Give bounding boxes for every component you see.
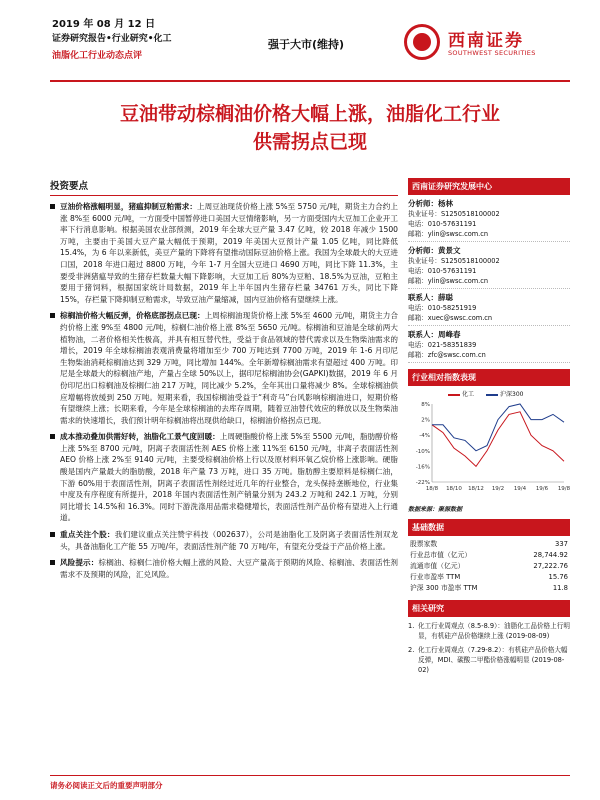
report-date: 2019 年 08 月 12 日 xyxy=(52,19,156,30)
contact-card xyxy=(408,326,570,363)
chart-source: 数据来源：聚源数据 xyxy=(408,506,463,513)
footer-disclaimer: 请务必阅读正文后的重要声明部分 xyxy=(50,781,163,790)
contact-role: 分析师：杨林 xyxy=(408,199,453,208)
industry-rating: 强于大市(维持) xyxy=(268,38,345,51)
contact-email[interactable]: 邮箱：xuec@swsc.com.cn xyxy=(408,314,493,322)
row-value: 11.8 xyxy=(552,584,568,592)
x-tick-label: 19/4 xyxy=(513,486,527,492)
title-line-1: 豆油带动棕榈油价格大幅上涨，油脂化工行业 xyxy=(119,103,500,125)
x-tick-label: 18/12 xyxy=(468,486,484,492)
logo-emblem-icon xyxy=(404,24,440,60)
related-research-heading: 相关研究 xyxy=(408,600,570,617)
row-value: 15.76 xyxy=(548,573,568,581)
brand-name-cn: 西南证券 xyxy=(448,31,524,51)
brand-logo xyxy=(404,24,574,64)
highlight-body: 上周豆油现货价格上涨 5%至 5750 元/吨，期货主力合约上涨 8%至 6000 元/吨，一方面受中国暂停进口美国大豆情绪影响，另一方面受国内大豆加工企业开工率下行消息影响。根据美国农业部预测，2019 年全球大豆产量 3.47 亿吨，较 2018 年减少 1500 万吨，主要由于美国大豆产量大幅低于预期，2019 年美国大豆预计产量 1.05 亿吨，同比降低 15.4%，为 6 年以来新低，美豆产量的下降将有望推动国际豆油价格上涨。我国为全球最大的大豆进口国，2018 年进口超过 8800 万吨，今年 1-7 月全国大豆进口 4690 万吨，同比下降 11.3%，主要受非洲猪瘟导致的生猪存栏数量大幅下降影响，大豆加工后 80%为豆粕、18.5%为豆油，豆粕主要用于猪饲料，根据国家统计局数据，2019 年上半年国内生猪存栏量 34761 万头，同比下降 15%，存栏量下降抑制豆粕需求，导致豆油产量缩减，国内豆油价格有望继续上涨。 xyxy=(60,202,398,304)
highlight-lead: 棕榈油价格大幅反弹，价格底部拐点已现： xyxy=(60,311,205,321)
table-row xyxy=(408,572,570,583)
contact-card xyxy=(408,289,570,326)
chart-heading: 行业相对指数表现 xyxy=(408,369,570,386)
header-divider xyxy=(50,80,570,82)
report-category: 油脂化工行业动态点评 xyxy=(52,51,143,61)
row-key: 流通市值（亿元） xyxy=(410,562,465,570)
basic-data-table xyxy=(408,539,570,594)
chart-legend xyxy=(408,386,570,398)
series-line xyxy=(432,404,564,451)
legend-item xyxy=(448,389,474,398)
contact-phone: 电话：021-58351839 xyxy=(408,341,477,349)
contact-role: 联系人：周峰春 xyxy=(408,330,461,339)
x-tick-label: 18/8 xyxy=(425,486,439,492)
main-column xyxy=(50,178,398,585)
highlight-body: 上周棕榈油现货价格上涨 5%至 4600 元/吨，期货主力合约价格上涨 9%至 4800 元/吨，棕榈仁油价格上涨 8%至 5650 元/吨。棕榈油和豆油是全球前两大植物油，二者价格相关性极高，并具有相互替代性，受益于食品领域的替代需求以及生物柴油需求的增长，2019 年全球棕榈油表观消费量将增加至少 700 万吨达到 7700 万吨，2019 年 1-6 月印尼生物柴油消耗棕榈油达到 329 万吨，同比增加 144%。全年新增棕榈油需求有望超过 400 万吨。印尼是全球最大的棕榈油产地，产量占全球 50%以上，据印尼棕榈油协会(GAPKI)数据，2019 年 6 月份印尼出口棕榈油及棕榈仁油 217 万吨，同比减少 5.2%，全年其出口量将减少 8%。全球棕榈油供应增幅将放缓到 250 万吨。短期来看，我国棕榈油受益于“利奇马”台风影响棕榈油进口，短期价格有望继续上涨；长期来看，今年是全球棕榈油的去库存周期，随着豆油替代效应的释放以及生物柴油需求的快速增长，我们预计明年棕榈油将出现供给缺口，棕榈油价格拐点已现。 xyxy=(60,311,398,425)
contact-email[interactable]: 邮箱：ylin@swsc.com.cn xyxy=(408,230,489,238)
related-text: 化工行业周观点（7.29-8.2）：有机硅产品价格大幅反弹，MDI、碳酸二甲酯价格涨幅明显 (2019-08-02) xyxy=(418,646,568,674)
report-type: 证券研究报告•行业研究•化工 xyxy=(52,34,172,44)
y-tick-label: 8% xyxy=(421,402,430,408)
research-team-heading: 西南证券研究发展中心 xyxy=(408,178,570,195)
related-number: 1. xyxy=(408,622,415,630)
contact-email[interactable]: 邮箱：ylin@swsc.com.cn xyxy=(408,277,489,285)
highlight-body: 棕榈油、棕榈仁油价格大幅上涨的风险、大豆产量高于预期的风险、棕榈油、表面活性剂需求不及预期的风险，汇兑风险。 xyxy=(60,558,398,579)
chart-svg xyxy=(408,398,570,498)
row-key: 沪深 300 市盈率 TTM xyxy=(410,584,478,592)
highlight-lead: 豆油价格涨幅明显，猪瘟抑制豆粕需求： xyxy=(60,202,197,211)
legend-item xyxy=(486,389,523,398)
highlight-paragraph xyxy=(50,201,398,305)
table-row xyxy=(408,550,570,561)
highlight-body: 上周硬脂酸价格上涨 5%至 5500 元/吨，脂肪醇价格上涨 5%至 8700 元/吨，阴离子表面活性剂 AES 价格上涨 11%至 6150 元/吨，非离子表面活性剂 AEO 价格上涨 2%至 9140 元/吨，主要受棕榈油价格上行以及原材料环氧乙烷价格上涨影响。硬脂酸是国内产量最大的脂肪酸，2018 年产量 73 万吨，进口 35 万吨。脂肪醇主要原料是棕榈仁油，下游 60%用于表面活性剂，阴离子表面活性剂经过近几年的行业整合，龙头保持垄断地位，行业集中度及有序程度有所提升，2018 年国内表面活性剂产销量分别为 243.2 万吨和 242.1 万吨，分别同比增长 14.5%和 16.3%。同时下游洗涤用品需求稳健增长，表面活性剂产品价格有望进入上行通道。 xyxy=(60,432,398,523)
related-item[interactable] xyxy=(408,621,570,641)
header-meta xyxy=(52,18,172,63)
row-value: 28,744.92 xyxy=(533,551,568,559)
contact-phone: 电话：010-58251919 xyxy=(408,304,477,312)
row-key: 行业总市值（亿元） xyxy=(410,551,472,559)
legend-swatch xyxy=(448,394,460,396)
row-key: 行业市盈率 TTM xyxy=(410,573,461,581)
x-tick-label: 18/10 xyxy=(446,486,462,492)
y-tick-label: -22% xyxy=(415,480,430,486)
table-row xyxy=(408,561,570,572)
related-research-list xyxy=(408,621,570,675)
table-row xyxy=(408,583,570,594)
contact-card xyxy=(408,242,570,289)
basic-data-heading: 基础数据 xyxy=(408,519,570,536)
y-tick-label: -10% xyxy=(415,448,430,455)
highlight-lead: 风险提示： xyxy=(60,558,99,568)
investment-highlights-heading: 投资要点 xyxy=(50,178,398,196)
sidebar xyxy=(408,178,570,679)
related-number: 2. xyxy=(408,646,415,654)
brand-name-en: SOUTHWEST SECURITIES xyxy=(448,49,536,57)
related-item[interactable] xyxy=(408,645,570,675)
page-footer xyxy=(50,775,570,791)
row-key: 股票家数 xyxy=(410,540,438,548)
highlight-paragraph xyxy=(50,431,398,524)
y-tick-label: -4% xyxy=(419,433,430,440)
contact-phone: 电话：010-57631191 xyxy=(408,267,477,275)
contact-card xyxy=(408,195,570,242)
highlight-lead: 重点关注个股： xyxy=(60,530,115,540)
row-value: 337 xyxy=(555,540,568,548)
legend-label: 沪深300 xyxy=(500,391,524,398)
contact-license: 执业证号：S1250518100002 xyxy=(408,210,500,218)
x-tick-label: 19/6 xyxy=(535,486,549,492)
report-title xyxy=(50,100,570,156)
highlight-paragraph xyxy=(50,529,398,552)
legend-swatch xyxy=(486,394,498,396)
table-row xyxy=(408,539,570,550)
report-header xyxy=(0,0,600,80)
highlight-lead: 成本推动叠加供需好转，油脂化工景气度回暖： xyxy=(60,432,220,442)
x-tick-label: 19/8 xyxy=(557,486,570,492)
contact-license: 执业证号：S1250518100002 xyxy=(408,257,500,265)
row-value: 27,222.76 xyxy=(533,562,568,570)
related-text: 化工行业周观点（8.5-8.9）：油脂化工品价格上行明显，有机硅产品价格继续上涨 (2019-08-09) xyxy=(418,622,570,640)
contact-phone: 电话：010-57631191 xyxy=(408,220,477,228)
title-line-2: 供需拐点已现 xyxy=(252,131,367,153)
highlight-paragraph xyxy=(50,557,398,580)
contact-role: 分析师：黄景文 xyxy=(408,246,461,255)
y-tick-label: 2% xyxy=(421,417,430,424)
y-tick-label: -16% xyxy=(415,464,430,471)
highlights-list xyxy=(50,201,398,580)
highlight-body: 我们建议重点关注赞宇科技（002637），公司是油脂化工及阴离子表面活性剂双龙头，具备油脂化工产能 55 万吨/年，表面活性剂产能 70 万吨/年，有望充分受益于产品价格上涨。 xyxy=(60,530,399,551)
highlight-paragraph xyxy=(50,310,398,426)
x-tick-label: 19/2 xyxy=(491,486,505,492)
contact-role: 联系人：薛聪 xyxy=(408,293,453,302)
contacts-list xyxy=(408,195,570,363)
legend-label: 化工 xyxy=(462,391,475,398)
contact-email[interactable]: 邮箱：zfc@swsc.com.cn xyxy=(408,351,486,359)
relative-index-chart xyxy=(408,369,570,513)
